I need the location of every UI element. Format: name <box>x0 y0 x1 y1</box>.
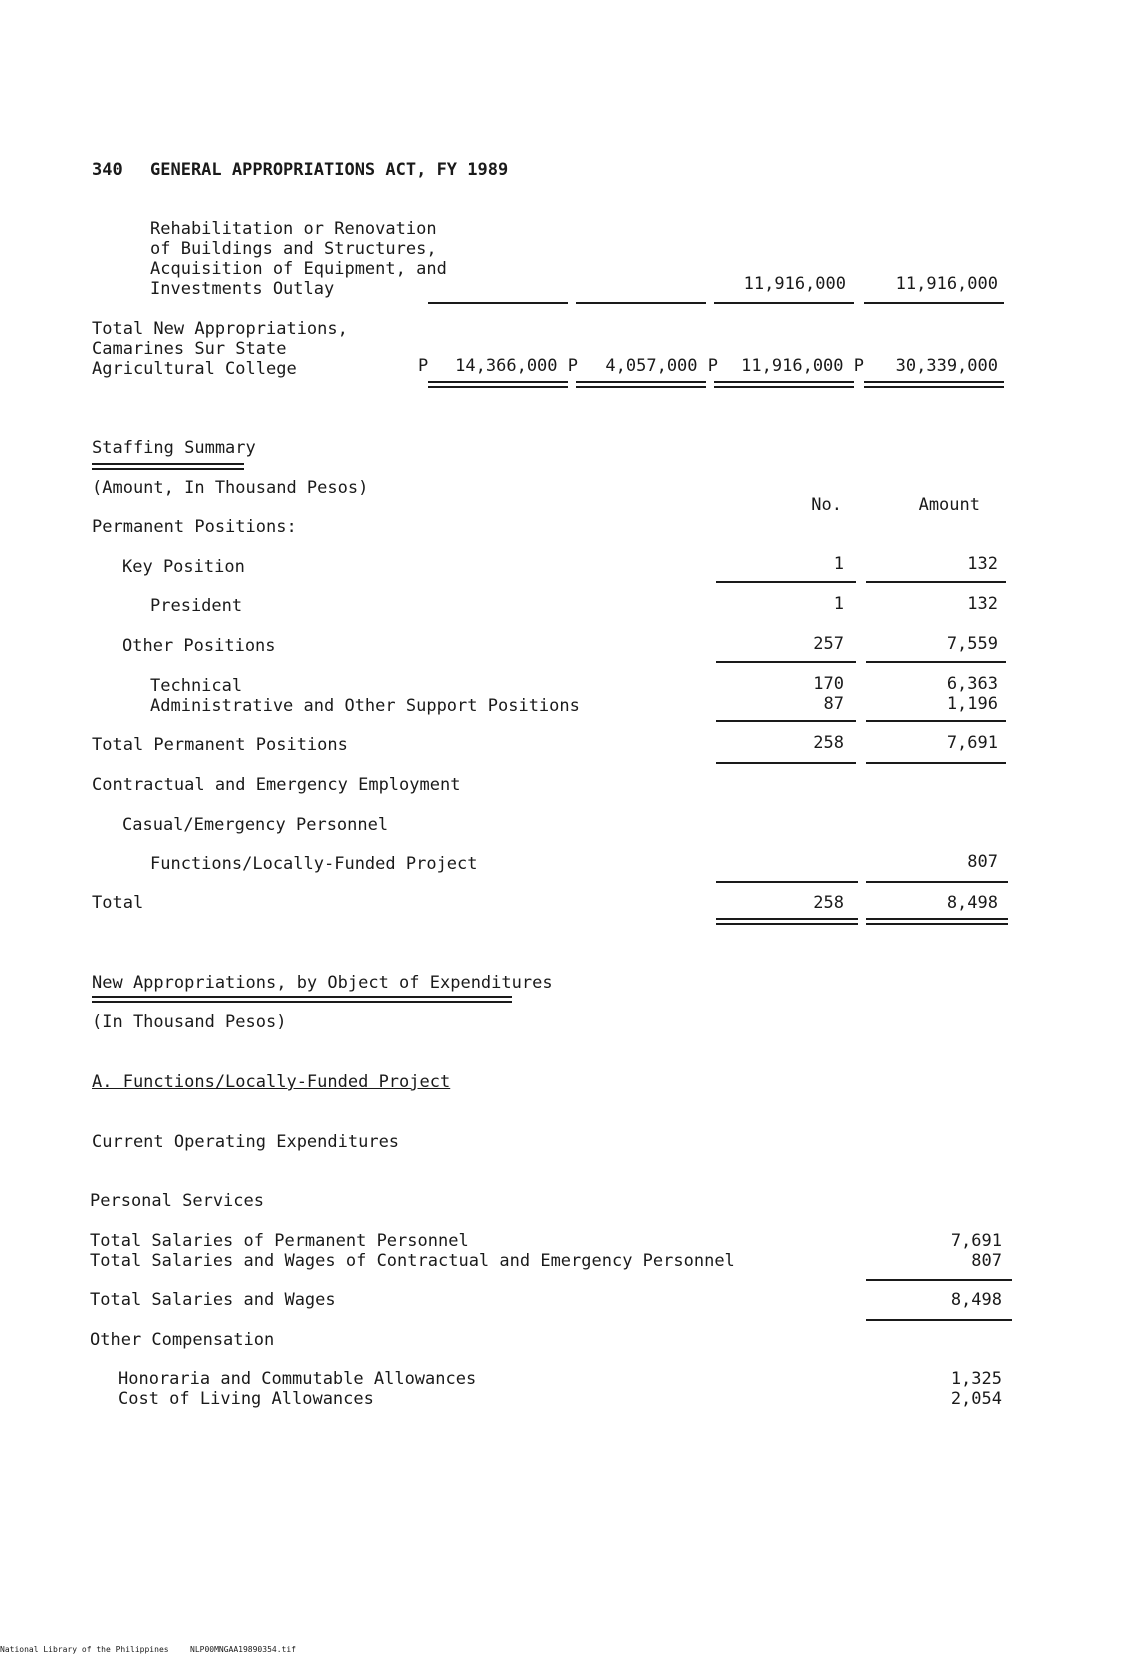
staffing-row-label: President <box>150 596 243 616</box>
total-new-col1: 14,366,000 P <box>455 356 578 376</box>
double-rule <box>716 918 858 925</box>
rule <box>576 302 706 304</box>
capital-outlay-label-3: Acquisition of Equipment, and <box>150 259 447 279</box>
double-rule <box>714 381 854 388</box>
staffing-row-amount: 807 <box>967 852 998 872</box>
title-double-rule <box>92 996 512 1003</box>
peso-sign: P <box>418 356 429 376</box>
expenditure-row-amount: 807 <box>971 1251 1002 1271</box>
rule <box>714 302 854 304</box>
total-new-col2: 4,057,000 P <box>605 356 718 376</box>
expenditure-row-amount: 8,498 <box>950 1290 1002 1310</box>
staffing-row-amount: 1,196 <box>946 694 998 714</box>
rule <box>716 762 856 764</box>
staffing-row-label: Technical <box>150 676 243 696</box>
rule <box>428 302 568 304</box>
rule <box>716 720 856 722</box>
staffing-row-amount: 132 <box>967 554 998 574</box>
rule <box>866 720 1006 722</box>
expenditure-row-label: Total Salaries of Permanent Personnel <box>90 1231 469 1251</box>
capital-outlay-label-1: Rehabilitation or Renovation <box>150 219 437 239</box>
rule <box>866 1279 1012 1281</box>
total-new-col3: 11,916,000 P <box>741 356 864 376</box>
section-heading: A. Functions/Locally-Funded Project <box>92 1072 451 1092</box>
staffing-row-no: 258 <box>813 733 844 753</box>
staffing-row-no: 170 <box>813 674 844 694</box>
staffing-subtitle: (Amount, In Thousand Pesos) <box>92 478 369 498</box>
capital-outlay-col3: 11,916,000 <box>743 274 846 294</box>
double-rule <box>866 918 1008 925</box>
col-header-amount: Amount <box>918 495 980 515</box>
staffing-row-amount: 7,559 <box>946 634 998 654</box>
expenditure-row-amount: 1,325 <box>950 1369 1002 1389</box>
staffing-row-amount: 6,363 <box>946 674 998 694</box>
expenditure-row-label: Honoraria and Commutable Allowances <box>118 1369 477 1389</box>
rule <box>716 661 856 663</box>
staffing-row-label: Administrative and Other Support Positions <box>150 696 580 716</box>
rule <box>866 661 1006 663</box>
total-new-label-1: Total New Appropriations, <box>92 319 348 339</box>
double-rule <box>576 381 706 388</box>
total-new-label-3: Agricultural College <box>92 359 297 379</box>
col-header-no: No. <box>811 495 842 515</box>
rule <box>866 762 1006 764</box>
footer-library: National Library of the Philippines <box>0 1645 169 1654</box>
footer-file: NLP00MNGAA19890354.tif <box>190 1645 296 1654</box>
staffing-row-no: 1 <box>833 554 844 574</box>
staffing-row-label: Contractual and Emergency Employment <box>92 775 461 795</box>
page-title: GENERAL APPROPRIATIONS ACT, FY 1989 <box>150 160 509 180</box>
double-rule <box>428 381 568 388</box>
expenditures-title: New Appropriations, by Object of Expenditures <box>92 973 553 993</box>
double-rule <box>864 381 1004 388</box>
staffing-row-label: Casual/Emergency Personnel <box>122 815 389 835</box>
expenditure-row-amount: 2,054 <box>950 1389 1002 1409</box>
staffing-row-label: Key Position <box>122 557 245 577</box>
rule <box>716 881 858 883</box>
staffing-row-no: 87 <box>823 694 844 714</box>
total-new-col4: 30,339,000 <box>895 356 998 376</box>
staffing-row-amount: 8,498 <box>946 893 998 913</box>
total-new-label-2: Camarines Sur State <box>92 339 287 359</box>
rule <box>864 302 1004 304</box>
expenditure-row-label: Other Compensation <box>90 1330 275 1350</box>
permanent-positions-label: Permanent Positions: <box>92 517 297 537</box>
title-double-rule <box>92 463 244 470</box>
rule <box>716 581 856 583</box>
expenditure-row-amount: 7,691 <box>950 1231 1002 1251</box>
expenditure-row-label: Cost of Living Allowances <box>118 1389 374 1409</box>
staffing-row-label: Total <box>92 893 144 913</box>
rule <box>866 581 1006 583</box>
staffing-title: Staffing Summary <box>92 438 256 458</box>
expenditures-subtitle: (In Thousand Pesos) <box>92 1012 287 1032</box>
staffing-row-label: Total Permanent Positions <box>92 735 348 755</box>
page-number: 340 <box>92 160 123 180</box>
expenditure-row-label: Total Salaries and Wages of Contractual and Emergency Personnel <box>90 1251 735 1271</box>
staffing-row-amount: 7,691 <box>946 733 998 753</box>
staffing-row-label: Other Positions <box>122 636 276 656</box>
staffing-row-no: 258 <box>813 893 844 913</box>
staffing-row-no: 257 <box>813 634 844 654</box>
capital-outlay-label-4: Investments Outlay <box>150 279 335 299</box>
staffing-row-amount: 132 <box>967 594 998 614</box>
current-operating-label: Current Operating Expenditures <box>92 1132 400 1152</box>
staffing-row-no: 1 <box>833 594 844 614</box>
rule <box>866 881 1008 883</box>
staffing-row-label: Functions/Locally-Funded Project <box>150 854 478 874</box>
expenditure-row-label: Total Salaries and Wages <box>90 1290 336 1310</box>
personal-services-label: Personal Services <box>90 1191 264 1211</box>
capital-outlay-col4: 11,916,000 <box>895 274 998 294</box>
capital-outlay-label-2: of Buildings and Structures, <box>150 239 437 259</box>
rule <box>866 1319 1012 1321</box>
